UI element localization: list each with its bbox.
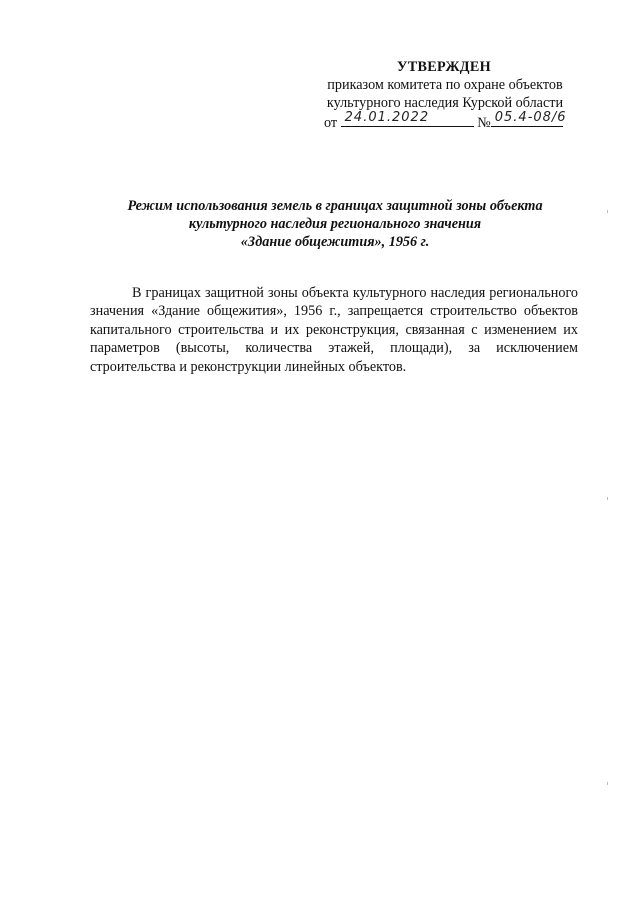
date-field bbox=[341, 112, 474, 127]
approval-date-number-line bbox=[324, 112, 590, 132]
title-line-3: «Здание общежития», 1956 г. bbox=[240, 234, 430, 250]
date-prefix: от bbox=[324, 115, 338, 131]
approval-line-2: культурного наследия Курской области bbox=[326, 95, 564, 111]
scan-speck bbox=[607, 497, 608, 500]
approval-line-1: приказом комитета по охране объектов bbox=[327, 77, 563, 93]
handwritten-date: 24.01.2022 bbox=[344, 110, 430, 125]
scan-speck bbox=[607, 782, 608, 785]
document-title bbox=[90, 197, 580, 251]
number-prefix: № bbox=[477, 115, 491, 131]
body-paragraph: В границах защитной зоны объекта культурного наследия регионального значения «Здание общежития», 1956 г., запрещается строительство объектов капитального строительства и их реконструкция, связанная с изменением их параметров (высоты, количества этажей, площади), за исключением строительства и реконструкции линейных объектов. bbox=[90, 285, 578, 375]
title-line-2: культурного наследия регионального значения bbox=[188, 216, 482, 232]
number-field bbox=[491, 110, 567, 127]
approval-heading: УТВЕРЖДЕН bbox=[397, 59, 491, 75]
approval-block bbox=[310, 58, 590, 132]
title-line-1: Режим использования земель в границах защитной зоны объекта bbox=[127, 198, 543, 214]
handwritten-number: 05.4-08/6 bbox=[494, 110, 567, 125]
scan-speck bbox=[607, 210, 608, 213]
